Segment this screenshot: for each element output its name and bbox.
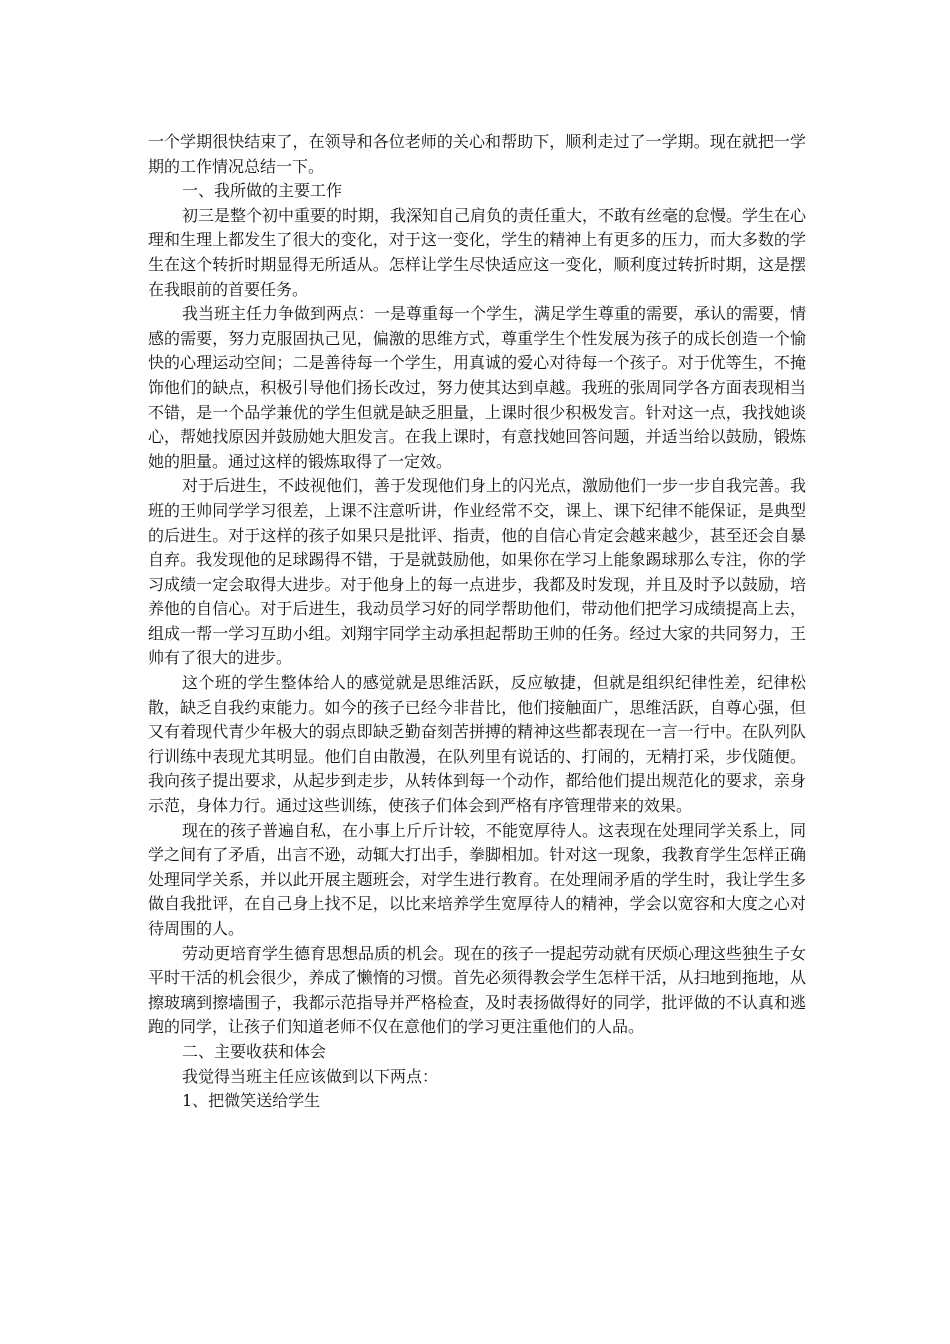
subheading: 1、把微笑送给学生 (182, 1091, 321, 1111)
body-paragraph: 我当班主任力争做到两点：一是尊重每一个学生，满足学生尊重的需要，承认的需要，情感的需要，努力克服固执己见，偏激的思维方式，尊重学生个性发展为孩子的成长创造一个愉快的心理运动空间；二是善待每一个学生，用真诚的爱心对待每一个孩子。对于优等生，不掩饰他们的缺点，积极引导他们扬长改过，努力使其达到卓越。我班的张周同学各方面表现相当不错，是一个品学兼优的学生但就是缺乏胆量，上课时很少积极发言。针对这一点，我找她谈心，帮她找原因并鼓励她大胆发言。在我上课时，有意找她回答问题，并适当给以鼓励，锻炼她的胆量。通过这样的锻炼取得了一定效。 (148, 304, 807, 471)
section-heading-2: 二、主要收获和体会 (182, 1041, 327, 1061)
section-heading-1: 一、我所做的主要工作 (182, 181, 343, 201)
body-paragraph: 我觉得当班主任应该做到以下两点： (182, 1066, 439, 1086)
body-paragraph: 劳动更培育学生德育思想品质的机会。现在的孩子一提起劳动就有厌烦心理这些独生子女平时干活的机会很少，养成了懒惰的习惯。首先必须得教会学生怎样干活，从扫地到拖地，从擦玻璃到擦墙围子，我都示范指导并严格检查，及时表扬做得好的同学，批评做的不认真和逃跑的同学，让孩子们知道老师不仅在意他们的学习更注重他们的人品。 (148, 943, 807, 1037)
body-paragraph: 初三是整个初中重要的时期，我深知自己肩负的责任重大，不敢有丝毫的怠慢。学生在心理和生理上都发生了很大的变化，对于这一变化，学生的精神上有更多的压力，而大多数的学生在这个转折时期显得无所适从。怎样让学生尽快适应这一变化，顺利度过转折时期，这是摆在我眼前的首要任务。 (148, 205, 807, 299)
body-paragraph: 现在的孩子普遍自私，在小事上斤斤计较，不能宽厚待人。这表现在处理同学关系上，同学之间有了矛盾，出言不逊，动辄大打出手，拳脚相加。针对这一现象，我教育学生怎样正确处理同学关系，并以此开展主题班会，对学生进行教育。在处理闹矛盾的学生时，我让学生多做自我批评，在自己身上找不足，以比来培养学生宽厚待人的精神，学会以宽容和大度之心对待周围的人。 (148, 820, 807, 938)
body-paragraph: 这个班的学生整体给人的感觉就是思维活跃，反应敏捷，但就是组织纪律性差，纪律松散，缺乏自我约束能力。如今的孩子已经今非昔比，他们接触面广，思维活跃，自尊心强，但又有着现代青少年极大的弱点即缺乏勤奋刻苦拼搏的精神这些都表现在一言一行中。在队列队行训练中表现尤其明显。他们自由散漫，在队列里有说话的、打闹的，无精打采，步伐随便。我向孩子提出要求，从起步到走步，从转体到每一个动作，都给他们提出规范化的要求，亲身示范，身体力行。通过这些训练，使孩子们体会到严格有序管理带来的效果。 (148, 673, 806, 816)
body-paragraph: 对于后进生，不歧视他们，善于发现他们身上的闪光点，激励他们一步一步自我完善。我班的王帅同学学习很差，上课不注意听讲，作业经常不交，课上、课下纪律不能保证，是典型的后进生。对于这样的孩子如果只是批评、指责，他的自信心肯定会越来越少，甚至还会自暴自弃。我发现他的足球踢得不错，于是就鼓励他，如果你在学习上能象踢球那么专注，你的学习成绩一定会取得大进步。对于他身上的每一点进步，我都及时发现，并且及时予以鼓励，培养他的自信心。对于后进生，我动员学习好的同学帮助他们，带动他们把学习成绩提高上去，组成一帮一学习互助小组。刘翔宇同学主动承担起帮助王帅的任务。经过大家的共同努力，王帅有了很大的进步。 (148, 476, 807, 668)
document-body (148, 130, 806, 1114)
intro-paragraph: 一个学期很快结束了，在领导和各位老师的关心和帮助下，顺利走过了一学期。现在就把一学期的工作情况总结一下。 (148, 132, 806, 176)
